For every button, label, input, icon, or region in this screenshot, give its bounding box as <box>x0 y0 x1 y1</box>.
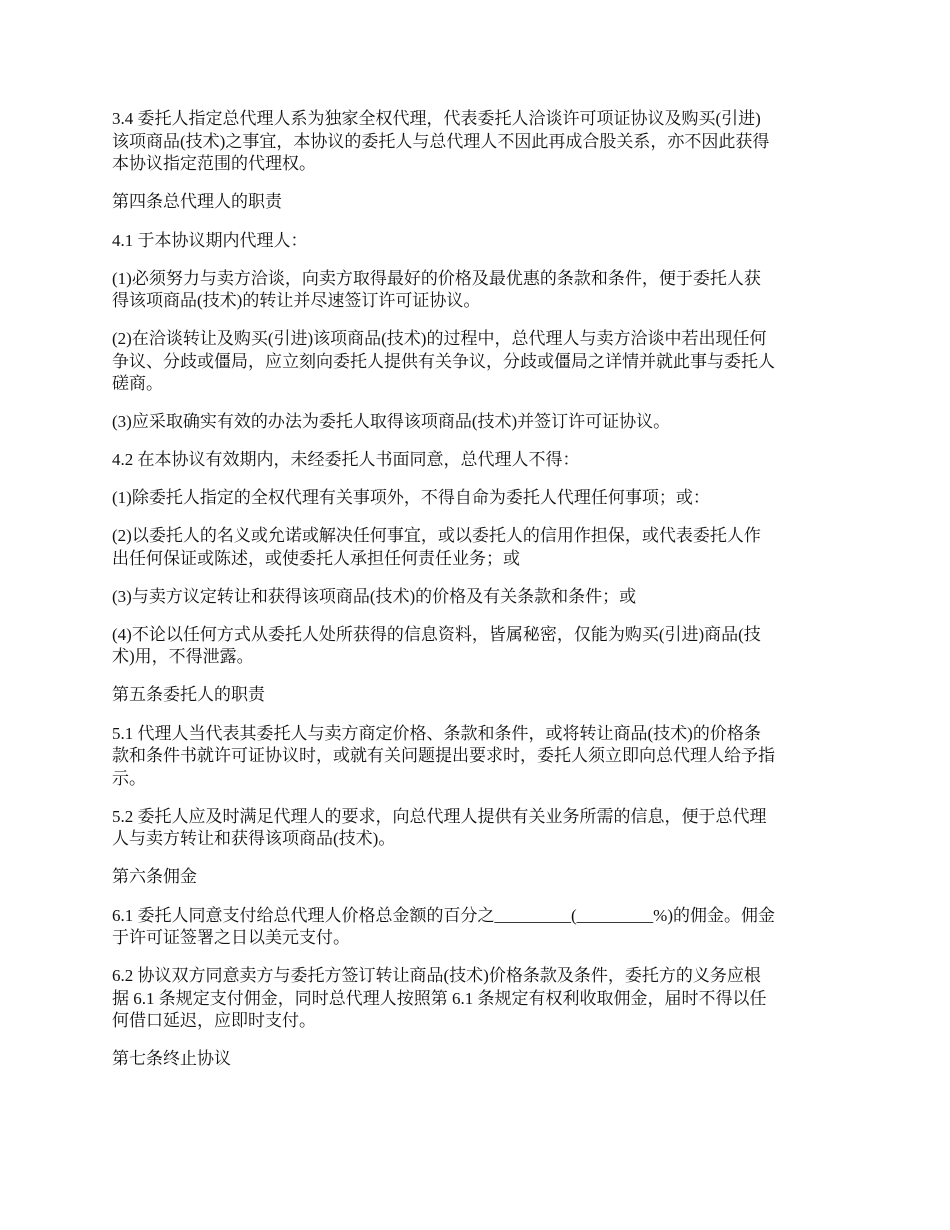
text-line: 5.2 委托人应及时满足代理人的要求，向总代理人提供有关业务所需的信息，便于总代理 <box>112 806 767 826</box>
text-line: 示。 <box>112 768 146 788</box>
paragraph-3-4 <box>112 108 842 176</box>
paragraph-4-1-item-3 <box>112 411 842 434</box>
text-line: 4.2 在本协议有效期内，未经委托人书面同意，总代理人不得： <box>112 450 580 469</box>
text-line: 术)用，不得泄露。 <box>112 647 254 666</box>
paragraph-5-2 <box>112 806 842 851</box>
paragraph-4-1 <box>112 230 842 253</box>
section-heading-article-6 <box>112 866 842 889</box>
heading-text: 第六条佣金 <box>112 867 197 886</box>
paragraph-4-2 <box>112 449 842 472</box>
text-line: 6.2 协议双方同意卖方与委托方签订转让商品(技术)价格条款及条件，委托方的义务应根 <box>112 966 761 985</box>
text-line: 该项商品(技术)之事宜，本协议的委托人与总代理人不因此再成合股关系，亦不因此获得 <box>112 131 770 151</box>
section-heading-article-4 <box>112 191 842 214</box>
text-line: 本协议指定范围的代理权。 <box>112 154 316 173</box>
text-line: 款和条件书就许可证协议时，或就有关问题提出要求时，委托人须立即向总代理人给予指 <box>112 746 775 765</box>
paragraph-4-2-item-3 <box>112 586 842 609</box>
text-line: 人与卖方转让和获得该项商品(技术)。 <box>112 829 396 848</box>
document-page <box>112 108 842 1087</box>
text-line: 出任何保证或陈述，或使委托人承担任何责任业务；或 <box>112 548 520 568</box>
heading-text: 第七条终止协议 <box>112 1049 231 1068</box>
paragraph-4-2-item-1 <box>112 487 842 510</box>
text-line: 争议、分歧或僵局，应立刻向委托人提供有关争议，分歧或僵局之详情并就此事与委托人 <box>112 351 775 371</box>
paragraph-6-2 <box>112 965 842 1033</box>
text-line: (4)不论以任何方式从委托人处所获得的信息资料，皆属秘密，仅能为购买(引进)商品(技 <box>112 624 761 644</box>
text-line: 6.1 委托人同意支付给总代理人价格总金额的百分之_________(_________%)的佣金。佣金 <box>112 905 775 925</box>
paragraph-4-1-item-2 <box>112 328 842 396</box>
text-line: (2)以委托人的名义或允诺或解决任何事宜，或以委托人的信用作担保，或代表委托人作 <box>112 526 761 545</box>
heading-text: 第四条总代理人的职责 <box>112 192 282 211</box>
text-line: 4.1 于本协议期内代理人： <box>112 230 308 250</box>
paragraph-4-2-item-4 <box>112 624 842 669</box>
heading-text: 第五条委托人的职责 <box>112 685 265 704</box>
paragraph-6-1 <box>112 905 842 950</box>
text-line: 得该项商品(技术)的转让并尽速签订许可证协议。 <box>112 291 481 310</box>
section-heading-article-5 <box>112 684 842 707</box>
text-line: (3)应采取确实有效的办法为委托人取得该项商品(技术)并签订许可证协议。 <box>112 412 671 431</box>
text-line: (3)与卖方议定转让和获得该项商品(技术)的价格及有关条款和条件；或 <box>112 586 637 606</box>
paragraph-5-1 <box>112 723 842 791</box>
paragraph-4-1-item-1 <box>112 268 842 313</box>
text-line: 于许可证签署之日以美元支付。 <box>112 928 350 947</box>
text-line: (1)必须努力与卖方洽谈，向卖方取得最好的价格及最优惠的条款和条件，便于委托人获 <box>112 268 761 288</box>
text-line: 磋商。 <box>112 374 163 393</box>
section-heading-article-7 <box>112 1048 842 1071</box>
text-line: 何借口延迟，应即时支付。 <box>112 1011 316 1030</box>
text-line: 据 6.1 条规定支付佣金，同时总代理人按照第 6.1 条规定有权利收取佣金，届时不得以任 <box>112 988 767 1008</box>
text-line: (1)除委托人指定的全权代理有关事项外，不得自命为委托人代理任何事项；或： <box>112 488 710 507</box>
text-line: 5.1 代理人当代表其委托人与卖方商定价格、条款和条件，或将转让商品(技术)的价格条 <box>112 723 761 743</box>
text-line: (2)在洽谈转让及购买(引进)该项商品(技术)的过程中，总代理人与卖方洽谈中若出现任何 <box>112 329 767 348</box>
paragraph-4-2-item-2 <box>112 525 842 570</box>
text-line: 3.4 委托人指定总代理人系为独家全权代理，代表委托人洽谈许可项证协议及购买(引进) <box>112 109 761 128</box>
